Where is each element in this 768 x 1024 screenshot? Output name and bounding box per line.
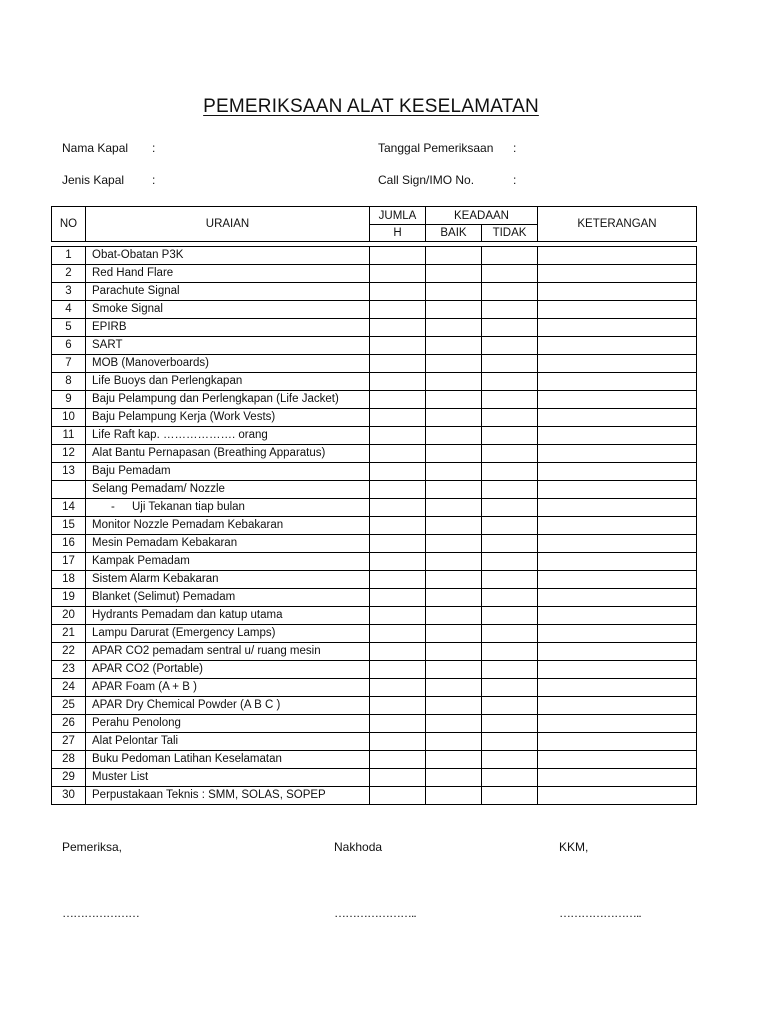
- row-uraian: APAR Dry Chemical Powder (A B C ): [86, 697, 370, 715]
- row-number: 23: [52, 661, 86, 679]
- row-number: 6: [52, 337, 86, 355]
- table-row: [52, 715, 697, 733]
- table-row: [52, 787, 697, 805]
- call-sign-colon: :: [513, 173, 517, 187]
- row-jumlah-cell[interactable]: [370, 445, 426, 463]
- row-tidak-cell[interactable]: [482, 679, 538, 697]
- row-jumlah-cell[interactable]: [370, 373, 426, 391]
- row-baik-cell[interactable]: [426, 517, 482, 535]
- kkm-signature-line: …………………..: [559, 906, 641, 920]
- row-keterangan-cell[interactable]: [538, 643, 697, 661]
- row-jumlah-cell[interactable]: [370, 247, 426, 265]
- row-uraian: APAR CO2 pemadam sentral u/ ruang mesin: [86, 643, 370, 661]
- page-title-text: PEMERIKSAAN ALAT KESELAMATAN: [203, 96, 539, 117]
- row-jumlah-cell[interactable]: [370, 319, 426, 337]
- row-number: 27: [52, 733, 86, 751]
- row-keterangan-cell[interactable]: [538, 427, 697, 445]
- row-uraian: Baju Pelampung dan Perlengkapan (Life Jacket): [86, 391, 370, 409]
- table-row: [52, 571, 697, 589]
- row-jumlah-cell[interactable]: [370, 679, 426, 697]
- row-keterangan-cell[interactable]: [538, 715, 697, 733]
- row-jumlah-cell[interactable]: [370, 589, 426, 607]
- row-number: 11: [52, 427, 86, 445]
- row-baik-cell[interactable]: [426, 265, 482, 283]
- row-keterangan-cell[interactable]: [538, 607, 697, 625]
- row-keterangan-cell[interactable]: [538, 499, 697, 517]
- row-uraian: Buku Pedoman Latihan Keselamatan: [86, 751, 370, 769]
- row-jumlah-cell[interactable]: [370, 463, 426, 481]
- row-uraian: Muster List: [86, 769, 370, 787]
- row-baik-cell[interactable]: [426, 625, 482, 643]
- row-jumlah-cell[interactable]: [370, 571, 426, 589]
- row-keterangan-cell[interactable]: [538, 535, 697, 553]
- row-uraian: SART: [86, 337, 370, 355]
- header-no: NO: [52, 207, 86, 242]
- row-jumlah-cell[interactable]: [370, 625, 426, 643]
- header-uraian: URAIAN: [86, 207, 370, 242]
- row-jumlah-cell[interactable]: [370, 643, 426, 661]
- table-row: [52, 589, 697, 607]
- row-uraian: Mesin Pemadam Kebakaran: [86, 535, 370, 553]
- row-number: 20: [52, 607, 86, 625]
- row-baik-cell[interactable]: [426, 787, 482, 805]
- row-number: 26: [52, 715, 86, 733]
- row-jumlah-cell[interactable]: [370, 535, 426, 553]
- table-row: [52, 427, 697, 445]
- row-uraian-text: Uji Tekanan tiap bulan: [132, 501, 245, 513]
- table-header: [51, 206, 697, 242]
- row-baik-cell[interactable]: [426, 661, 482, 679]
- table-row: [52, 697, 697, 715]
- table-row: [52, 625, 697, 643]
- row-baik-cell[interactable]: [426, 463, 482, 481]
- table-row: [52, 247, 697, 265]
- row-tidak-cell[interactable]: [482, 265, 538, 283]
- table-row: [52, 409, 697, 427]
- row-tidak-cell[interactable]: [482, 391, 538, 409]
- row-number: 16: [52, 535, 86, 553]
- row-tidak-cell[interactable]: [482, 499, 538, 517]
- row-jumlah-cell[interactable]: [370, 283, 426, 301]
- row-tidak-cell[interactable]: [482, 607, 538, 625]
- row-keterangan-cell[interactable]: [538, 463, 697, 481]
- row-number: 17: [52, 553, 86, 571]
- row-keterangan-cell[interactable]: [538, 733, 697, 751]
- row-keterangan-cell[interactable]: [538, 571, 697, 589]
- row-tidak-cell[interactable]: [482, 373, 538, 391]
- row-keterangan-cell[interactable]: [538, 337, 697, 355]
- row-tidak-cell[interactable]: [482, 463, 538, 481]
- header-baik: BAIK: [426, 225, 482, 242]
- row-keterangan-cell[interactable]: [538, 481, 697, 499]
- table-row: [52, 517, 697, 535]
- row-uraian: Parachute Signal: [86, 283, 370, 301]
- row-baik-cell[interactable]: [426, 499, 482, 517]
- row-baik-cell[interactable]: [426, 373, 482, 391]
- row-tidak-cell[interactable]: [482, 553, 538, 571]
- row-baik-cell[interactable]: [426, 589, 482, 607]
- row-uraian: Kampak Pemadam: [86, 553, 370, 571]
- row-keterangan-cell[interactable]: [538, 679, 697, 697]
- row-jumlah-cell[interactable]: [370, 391, 426, 409]
- row-tidak-cell[interactable]: [482, 337, 538, 355]
- table-row: [52, 463, 697, 481]
- row-tidak-cell[interactable]: [482, 697, 538, 715]
- row-baik-cell[interactable]: [426, 715, 482, 733]
- row-baik-cell[interactable]: [426, 697, 482, 715]
- row-number: 7: [52, 355, 86, 373]
- table-row: [52, 283, 697, 301]
- table-row: [52, 733, 697, 751]
- row-jumlah-cell[interactable]: [370, 517, 426, 535]
- nakhoda-signature-line: …………………..: [334, 906, 416, 920]
- jenis-kapal-label: Jenis Kapal: [62, 173, 125, 187]
- row-baik-cell[interactable]: [426, 391, 482, 409]
- row-jumlah-cell[interactable]: [370, 697, 426, 715]
- nakhoda-label: Nakhoda: [334, 840, 383, 854]
- row-baik-cell[interactable]: [426, 247, 482, 265]
- row-tidak-cell[interactable]: [482, 445, 538, 463]
- row-tidak-cell[interactable]: [482, 751, 538, 769]
- row-baik-cell[interactable]: [426, 481, 482, 499]
- table-row: [52, 661, 697, 679]
- header-tidak: TIDAK: [482, 225, 538, 242]
- row-number: 18: [52, 571, 86, 589]
- row-tidak-cell[interactable]: [482, 715, 538, 733]
- row-baik-cell[interactable]: [426, 643, 482, 661]
- row-baik-cell[interactable]: [426, 427, 482, 445]
- row-tidak-cell[interactable]: [482, 643, 538, 661]
- table-row: [52, 751, 697, 769]
- row-keterangan-cell[interactable]: [538, 391, 697, 409]
- row-uraian: APAR Foam (A + B ): [86, 679, 370, 697]
- row-number: 29: [52, 769, 86, 787]
- row-tidak-cell[interactable]: [482, 481, 538, 499]
- row-keterangan-cell[interactable]: [538, 787, 697, 805]
- row-baik-cell[interactable]: [426, 607, 482, 625]
- table-row: [52, 607, 697, 625]
- row-number: 13: [52, 463, 86, 481]
- table-row: [52, 481, 697, 499]
- table-row: [52, 355, 697, 373]
- row-tidak-cell[interactable]: [482, 589, 538, 607]
- table-row: [52, 535, 697, 553]
- row-baik-cell[interactable]: [426, 769, 482, 787]
- items-table: [51, 246, 697, 805]
- table-row: [52, 391, 697, 409]
- row-number: 21: [52, 625, 86, 643]
- row-tidak-cell[interactable]: [482, 625, 538, 643]
- table-row: [52, 265, 697, 283]
- row-jumlah-cell[interactable]: [370, 553, 426, 571]
- row-baik-cell[interactable]: [426, 409, 482, 427]
- row-keterangan-cell[interactable]: [538, 517, 697, 535]
- row-jumlah-cell[interactable]: [370, 355, 426, 373]
- table-row: [52, 643, 697, 661]
- row-jumlah-cell[interactable]: [370, 427, 426, 445]
- row-keterangan-cell[interactable]: [538, 283, 697, 301]
- kkm-label: KKM,: [559, 840, 589, 854]
- row-number: 10: [52, 409, 86, 427]
- row-uraian: [86, 499, 370, 517]
- row-keterangan-cell[interactable]: [538, 445, 697, 463]
- header-jumlah-top: JUMLA: [370, 207, 426, 225]
- table-row: [52, 499, 697, 517]
- row-number: 22: [52, 643, 86, 661]
- row-number: 3: [52, 283, 86, 301]
- nama-kapal-colon: :: [152, 141, 156, 155]
- row-tidak-cell[interactable]: [482, 427, 538, 445]
- tanggal-pemeriksaan-colon: :: [513, 141, 517, 155]
- row-keterangan-cell[interactable]: [538, 355, 697, 373]
- row-keterangan-cell[interactable]: [538, 553, 697, 571]
- row-uraian: Monitor Nozzle Pemadam Kebakaran: [86, 517, 370, 535]
- call-sign-label: Call Sign/IMO No.: [378, 173, 475, 187]
- row-baik-cell[interactable]: [426, 679, 482, 697]
- row-jumlah-cell[interactable]: [370, 769, 426, 787]
- row-tidak-cell[interactable]: [482, 283, 538, 301]
- row-uraian: Life Buoys dan Perlengkapan: [86, 373, 370, 391]
- pemeriksa-label: Pemeriksa,: [62, 840, 123, 854]
- pemeriksa-signature-line: …………………: [62, 906, 139, 920]
- row-keterangan-cell[interactable]: [538, 589, 697, 607]
- row-uraian: MOB (Manoverboards): [86, 355, 370, 373]
- row-baik-cell[interactable]: [426, 733, 482, 751]
- row-uraian: Baju Pelampung Kerja (Work Vests): [86, 409, 370, 427]
- row-keterangan-cell[interactable]: [538, 265, 697, 283]
- row-number: 24: [52, 679, 86, 697]
- table-row: [52, 445, 697, 463]
- row-tidak-cell[interactable]: [482, 769, 538, 787]
- row-baik-cell[interactable]: [426, 535, 482, 553]
- table-row: [52, 679, 697, 697]
- row-keterangan-cell[interactable]: [538, 751, 697, 769]
- row-baik-cell[interactable]: [426, 553, 482, 571]
- row-number: 19: [52, 589, 86, 607]
- row-number: 25: [52, 697, 86, 715]
- row-uraian: Perahu Penolong: [86, 715, 370, 733]
- row-tidak-cell[interactable]: [482, 355, 538, 373]
- row-number: 15: [52, 517, 86, 535]
- row-uraian: Hydrants Pemadam dan katup utama: [86, 607, 370, 625]
- header-jumlah-bottom: H: [370, 225, 426, 242]
- row-tidak-cell[interactable]: [482, 517, 538, 535]
- row-number: 9: [52, 391, 86, 409]
- row-tidak-cell[interactable]: [482, 661, 538, 679]
- row-tidak-cell[interactable]: [482, 571, 538, 589]
- row-baik-cell[interactable]: [426, 571, 482, 589]
- row-uraian: Life Raft kap. ………………. orang: [86, 427, 370, 445]
- row-uraian: Alat Pelontar Tali: [86, 733, 370, 751]
- row-keterangan-cell[interactable]: [538, 409, 697, 427]
- row-jumlah-cell[interactable]: [370, 301, 426, 319]
- row-uraian: Blanket (Selimut) Pemadam: [86, 589, 370, 607]
- row-keterangan-cell[interactable]: [538, 625, 697, 643]
- row-uraian: EPIRB: [86, 319, 370, 337]
- row-uraian: Selang Pemadam/ Nozzle: [86, 481, 370, 499]
- row-baik-cell[interactable]: [426, 355, 482, 373]
- row-number: 14: [52, 499, 86, 517]
- row-baik-cell[interactable]: [426, 445, 482, 463]
- row-baik-cell[interactable]: [426, 337, 482, 355]
- table-row: [52, 769, 697, 787]
- row-keterangan-cell[interactable]: [538, 319, 697, 337]
- row-tidak-cell[interactable]: [482, 733, 538, 751]
- row-tidak-cell[interactable]: [482, 319, 538, 337]
- row-jumlah-cell[interactable]: [370, 607, 426, 625]
- row-number: [52, 481, 86, 499]
- row-number: 2: [52, 265, 86, 283]
- table-row: [52, 337, 697, 355]
- row-uraian: Red Hand Flare: [86, 265, 370, 283]
- row-jumlah-cell[interactable]: [370, 733, 426, 751]
- row-keterangan-cell[interactable]: [538, 661, 697, 679]
- row-dash: -: [111, 501, 115, 513]
- row-tidak-cell[interactable]: [482, 787, 538, 805]
- row-jumlah-cell[interactable]: [370, 499, 426, 517]
- table-row: [52, 553, 697, 571]
- nama-kapal-label: Nama Kapal: [62, 141, 129, 155]
- row-uraian: Sistem Alarm Kebakaran: [86, 571, 370, 589]
- row-jumlah-cell[interactable]: [370, 409, 426, 427]
- table-row: [52, 319, 697, 337]
- row-uraian: Lampu Darurat (Emergency Lamps): [86, 625, 370, 643]
- row-number: 12: [52, 445, 86, 463]
- row-number: 5: [52, 319, 86, 337]
- table-row: [52, 301, 697, 319]
- header-keadaan: KEADAAN: [426, 207, 538, 225]
- row-number: 28: [52, 751, 86, 769]
- tanggal-pemeriksaan-label: Tanggal Pemeriksaan: [378, 141, 494, 155]
- row-number: 30: [52, 787, 86, 805]
- header-keterangan: KETERANGAN: [538, 207, 697, 242]
- row-uraian: Smoke Signal: [86, 301, 370, 319]
- row-uraian: Baju Pemadam: [86, 463, 370, 481]
- jenis-kapal-colon: :: [152, 173, 156, 187]
- row-number: 8: [52, 373, 86, 391]
- row-keterangan-cell[interactable]: [538, 697, 697, 715]
- row-keterangan-cell[interactable]: [538, 301, 697, 319]
- row-baik-cell[interactable]: [426, 751, 482, 769]
- row-jumlah-cell[interactable]: [370, 481, 426, 499]
- row-tidak-cell[interactable]: [482, 535, 538, 553]
- row-jumlah-cell[interactable]: [370, 337, 426, 355]
- row-jumlah-cell[interactable]: [370, 661, 426, 679]
- row-uraian: Obat-Obatan P3K: [86, 247, 370, 265]
- page-title: [0, 96, 742, 118]
- row-jumlah-cell[interactable]: [370, 265, 426, 283]
- row-uraian: Perpustakaan Teknis : SMM, SOLAS, SOPEP: [86, 787, 370, 805]
- row-jumlah-cell[interactable]: [370, 751, 426, 769]
- row-uraian: APAR CO2 (Portable): [86, 661, 370, 679]
- row-tidak-cell[interactable]: [482, 247, 538, 265]
- row-keterangan-cell[interactable]: [538, 373, 697, 391]
- row-baik-cell[interactable]: [426, 283, 482, 301]
- row-baik-cell[interactable]: [426, 319, 482, 337]
- table-row: [52, 373, 697, 391]
- row-jumlah-cell[interactable]: [370, 787, 426, 805]
- row-baik-cell[interactable]: [426, 301, 482, 319]
- row-number: 1: [52, 247, 86, 265]
- row-tidak-cell[interactable]: [482, 301, 538, 319]
- row-keterangan-cell[interactable]: [538, 247, 697, 265]
- row-tidak-cell[interactable]: [482, 409, 538, 427]
- row-uraian: Alat Bantu Pernapasan (Breathing Apparatus): [86, 445, 370, 463]
- row-number: 4: [52, 301, 86, 319]
- row-keterangan-cell[interactable]: [538, 769, 697, 787]
- row-jumlah-cell[interactable]: [370, 715, 426, 733]
